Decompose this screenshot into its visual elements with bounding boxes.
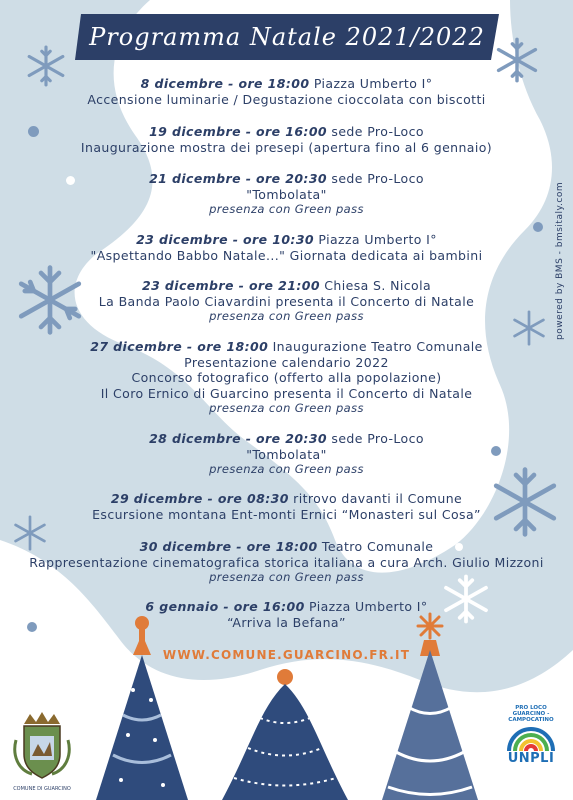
snowflake-icon (489, 466, 561, 538)
event-place: ritrovo davanti il Comune (293, 491, 463, 506)
page-title: Programma Natale 2021/2022 (89, 23, 485, 51)
event-description: "Tombolata" (246, 446, 327, 462)
event-place: Piazza Umberto I° (318, 232, 437, 247)
event-description: Rappresentazione cinematografica storica italiana a cura Arch. Giulio Mizzoni (29, 554, 544, 570)
event-item (0, 124, 573, 155)
event-date: 8 dicembre - ore 18:00 (140, 76, 310, 91)
decorative-dot (28, 126, 39, 137)
snowflake-icon (494, 37, 540, 83)
event-place: Piazza Umberto I° (309, 599, 428, 614)
event-note: presenza con Green pass (209, 401, 364, 415)
event-place: sede Pro-Loco (331, 124, 424, 139)
event-note: presenza con Green pass (209, 202, 364, 216)
rainbow-icon (505, 725, 557, 751)
event-date: 19 dicembre - ore 16:00 (149, 124, 328, 139)
event-item (0, 491, 573, 522)
event-description: Il Coro Ernico di Guarcino presenta il Concerto di Natale (100, 385, 473, 401)
event-description: Concorso fotografico (offerto alla popolazione) (131, 370, 442, 385)
event-date: 29 dicembre - ore 08:30 (110, 491, 289, 506)
snowflake-icon (511, 310, 547, 346)
event-date: 30 dicembre - ore 18:00 (139, 539, 318, 554)
decorative-dot (533, 222, 543, 232)
decorative-dot (455, 543, 463, 551)
unpli-town-label: GUARCINO - CAMPOCATINO (508, 711, 554, 723)
event-date: 21 dicembre - ore 20:30 (149, 171, 328, 186)
snowflake-icon (520, 144, 544, 168)
event-place: sede Pro-Loco (331, 431, 424, 446)
event-description: Escursione montana Ent-monti Ernici “Monasteri sul Cosa” (92, 506, 481, 522)
event-item (0, 171, 573, 218)
event-date: 23 dicembre - ore 10:30 (136, 232, 315, 247)
title-banner (75, 14, 499, 60)
event-place: sede Pro-Loco (331, 171, 424, 186)
credit-text: powered by BMS - bmsitaly.com (555, 181, 565, 340)
event-note: presenza con Green pass (209, 462, 364, 476)
event-place: Chiesa S. Nicola (324, 278, 432, 293)
municipal-crest (10, 710, 74, 792)
event-description: La Banda Paolo Ciavardini presenta il Concerto di Natale (98, 293, 475, 309)
decorative-dot (491, 446, 501, 456)
event-item (0, 431, 573, 478)
website-link[interactable]: WWW.COMUNE.GUARCINO.FR.IT (162, 648, 411, 662)
event-place: Piazza Umberto I° (313, 76, 433, 91)
snowflake-icon (12, 515, 48, 551)
event-date: 6 gennaio - ore 16:00 (145, 599, 305, 614)
event-place: Teatro Comunale (321, 539, 434, 554)
christmas-tree-icon (378, 612, 482, 800)
event-date: 23 dicembre - ore 21:00 (141, 278, 320, 293)
event-place: Inaugurazione Teatro Comunale (272, 339, 483, 354)
event-description: Accensione luminarie / Degustazione cioccolata con biscotti (87, 91, 486, 107)
unpli-name: UNPLI (507, 751, 555, 766)
event-description: “Arriva la Befana” (227, 614, 346, 630)
event-description: "Aspettando Babbo Natale..." Giornata dedicata ai bambini (90, 247, 483, 263)
event-item (0, 339, 573, 417)
christmas-tree-icon (220, 668, 350, 800)
event-date: 27 dicembre - ore 18:00 (90, 339, 269, 354)
snowflake-icon (14, 264, 86, 336)
crest-label: COMUNE DI GUARCINO (13, 786, 71, 792)
event-date: 28 dicembre - ore 20:30 (149, 431, 328, 446)
event-description: Presentazione calendario 2022 (184, 354, 389, 370)
christmas-tree-icon (93, 615, 191, 800)
unpli-logo (496, 705, 566, 766)
unpli-proloco-label: PRO LOCO (515, 705, 547, 711)
event-item (0, 76, 573, 107)
event-description: "Tombolata" (246, 186, 327, 202)
snowflake-icon (25, 45, 67, 87)
decorative-dot (66, 176, 75, 185)
decorative-dot (27, 622, 37, 632)
event-item (0, 232, 573, 263)
event-note: presenza con Green pass (209, 309, 364, 323)
crest-icon (10, 710, 74, 780)
event-description: Inaugurazione mostra dei presepi (apertura fino al 6 gennaio) (80, 139, 493, 155)
event-note: presenza con Green pass (209, 570, 364, 584)
